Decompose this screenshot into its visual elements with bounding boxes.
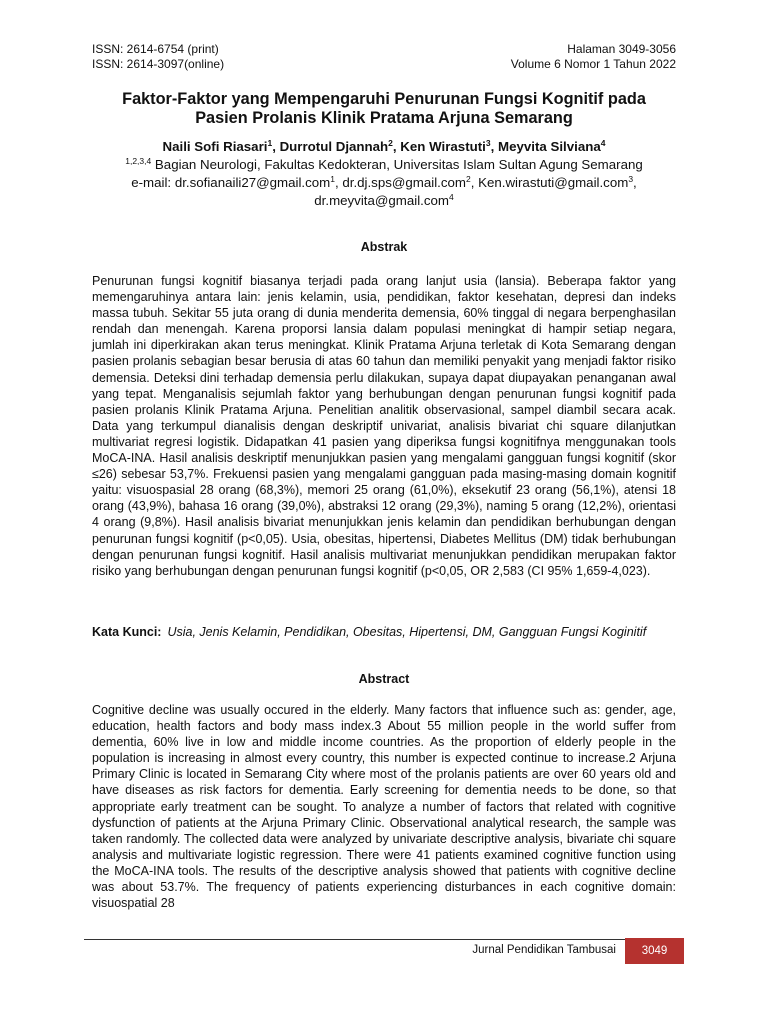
footer-divider (84, 939, 684, 940)
email-3[interactable]: , Ken.wirastuti@gmail.com (470, 175, 629, 190)
affiliation-sup: 1,2,3,4 (125, 156, 152, 166)
author-3: , Ken Wirastuti (392, 139, 486, 154)
abstrak-heading: Abstrak (360, 240, 408, 254)
author-3-sup: 3 (485, 138, 491, 148)
author-1-sup: 1 (267, 138, 273, 148)
page-number: 3049 (641, 945, 668, 957)
email-list (92, 174, 676, 210)
keywords-label: Kata Kunci: (92, 625, 162, 639)
keywords (92, 624, 676, 640)
abstract-heading: Abstract (358, 672, 410, 686)
email-4-sup: 4 (448, 192, 454, 202)
header-left (92, 42, 224, 71)
email-2-sup: 2 (465, 174, 471, 184)
paper-title (80, 90, 688, 128)
abstract-text: Cognitive decline was usually occured in the elderly. Many factors that influence such as: gender, age, education, health factors and body mass index.3 About 55 million people in the world suffer from dementia, 60% live in low and middle income countries. As the proportion of elderly people in the population is increasing in almost every country, this number is expected continue to increase.2 Arjuna Primary Clinic is located in Semarang City where most of the prolanis patients are over 60 years old and have diseases as risk factors for dementia. Early screening for dementia needs to be done, so that appropriate early treatment can be sought. To analyze a number of factors that related with cognitive dysfunction of patients at the Arjuna Primary Clinic. Observational analytical research, the sample was taken randomly. The collected data were analyzed by univariate descriptive analysis, bivariate chi square analysis and multivariate logistic regression. There were 41 patients examined cognitive function using the MoCA-INA tools. The results of the descriptive analysis showed that patients with cognitive decline was about 53.7%. The frequency of patients experiencing disturbances in each cognitive domain: visuospatial 28 (92, 703, 676, 911)
email-4[interactable]: , dr.meyvita@gmail.com (314, 175, 637, 208)
issn-online: ISSN: 2614-3097(online) (92, 56, 225, 71)
issn-print: ISSN: 2614-6754 (print) (92, 42, 219, 56)
author-2-sup: 2 (388, 138, 393, 148)
author-names (92, 138, 676, 156)
header-right (511, 42, 676, 71)
keywords-text: Usia, Jenis Kelamin, Pendidikan, Obesitas, Hipertensi, DM, Gangguan Fungsi Koginitif (167, 625, 647, 639)
email-3-sup: 3 (628, 174, 634, 184)
page-number-badge (625, 938, 684, 964)
author-1: Naili Sofi Riasari (162, 139, 268, 154)
title-line-2: Pasien Prolanis Klinik Pratama Arjuna Semarang (195, 109, 573, 127)
author-4: , Meyvita Silviana (490, 139, 601, 154)
author-4-sup: 4 (600, 138, 606, 148)
email-prefix: e-mail: (131, 175, 175, 190)
abstrak-text: Penurunan fungsi kognitif biasanya terjadi pada orang lanjut usia (lansia). Beberapa faktor yang memengaruhinya antara lain: jenis kelamin, usia, pendidikan, faktor kesehatan, depresi dan indeks massa tubuh. Sekitar 55 juta orang di dunia menderita demensia, 60% tinggal di negara berpenghasilan rendah dan menengah. Karena proporsi lansia dalam populasi meningkat di hampir setiap negara, jumlah ini diperkirakan akan terus meningkat. Klinik Pratama Arjuna terletak di Kota Semarang dengan pasien prolanis sebagian besar berusia di atas 60 tahun dan memiliki penyakit yang menjadi faktor risiko demensia. Deteksi dini terhadap demensia perlu dilakukan, supaya dapat diupayakan penanganan awal yang tepat. Menganalisis sejumlah faktor yang berhubungan dengan penurunan fungsi kognitif pada pasien prolanis Klinik Pratama Arjuna. Penelitian analitik observasional, sampel diambil secara acak. Data yang terkumpul dianalisis dengan deskriptif univariat, analisis bivariat chi square dilanjutkan multivariat regresi logistik. Didapatkan 41 pasien yang diperiksa fungsi kognitifnya menggunakan tools MoCA-INA. Hasil analisis deskriptif menunjukkan pasien yang mengalami gangguan fungsi kognitif (skor ≤26) sebesar 53,7%. Frekuensi pasien yang mengalami gangguan pada masing-masing domain kognitif yaitu: visuospasial 28 orang (68,3%), memori 25 orang (61,0%), eksekutif 23 orang (56,1%), atensi 18 orang (43,9%), bahasa 16 orang (39,0%), abstraksi 12 orang (29,3%), naming 5 orang (12,2%), orientasi 4 orang (9,8%). Hasil analisis bivariat menunjukkan jenis kelamin dan pendidikan berhubungan dengan penurunan fungsi kognitif (p<0,05). Usia, obesitas, hipertensi, Diabetes Mellitus (DM) tidak berhubungan dengan penurunan fungsi kognitif. Hasil analisis multivariat menunjukkan pendidikan merupakan faktor risiko yang berhubungan dengan penurunan fungsi kognitif (p<0,05, OR 2,583 (CI 95% 1,659-4,023). (92, 274, 676, 578)
affiliation (92, 156, 676, 174)
email-2[interactable]: , dr.dj.sps@gmail.com (334, 175, 466, 190)
author-2: , Durrotul Djannah (272, 139, 389, 154)
email-1[interactable]: dr.sofianaili27@gmail.com (174, 175, 331, 190)
affiliation-text: Bagian Neurologi, Fakultas Kedokteran, Universitas Islam Sultan Agung Semarang (151, 157, 643, 172)
journal-name: Jurnal Pendidikan Tambusai (472, 944, 616, 956)
volume-info: Volume 6 Nomor 1 Tahun 2022 (510, 56, 676, 71)
title-line-1: Faktor-Faktor yang Mempengaruhi Penurunan Fungsi Kognitif pada (122, 90, 646, 108)
email-1-sup: 1 (330, 174, 335, 184)
page-range: Halaman 3049-3056 (567, 42, 676, 56)
author-block (92, 138, 676, 210)
